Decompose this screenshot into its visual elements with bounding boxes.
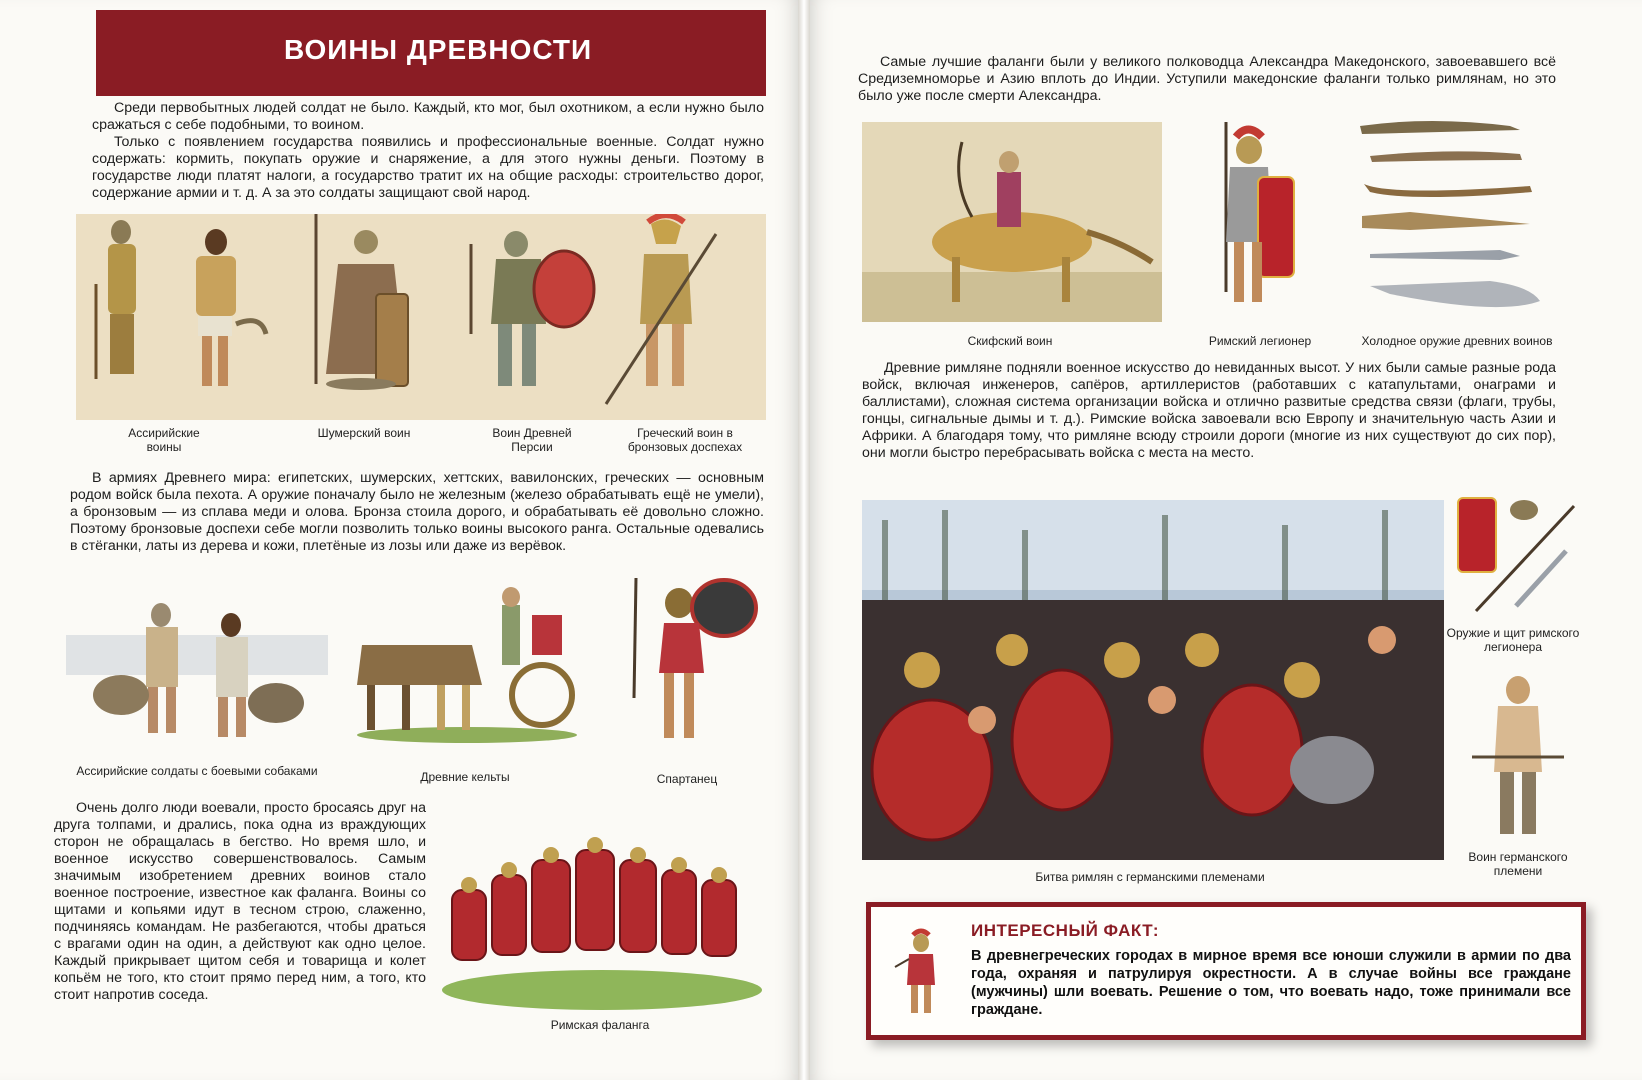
- intro-paragraph-1: Среди первобытных людей солдат не было. Каждый, кто мог, был охотником, а если нужно было сражаться с себе подобными, то воином.: [92, 100, 764, 133]
- book-gutter: [798, 0, 810, 1080]
- legion-weapons-illustration: [1456, 496, 1576, 616]
- caption-celts: Древние кельты: [420, 770, 510, 784]
- battle-illustration: [862, 500, 1444, 860]
- legionary-icon: [891, 927, 951, 1017]
- caption-cold-weapons: Холодное оружие древних воинов: [1361, 334, 1553, 348]
- romans-text: [862, 360, 1556, 462]
- fact-text: В древнегреческих городах в мирное время все юноши служили в армии по два года, охраняя и патрулируя окрестности. А в случае войны все граждане (мужчины) шли воевать. Решение о том, что воевать надо, тоже принимали все граждане.: [971, 948, 1571, 1018]
- caption-assyrian-warriors: Ассирийские воины: [128, 426, 200, 454]
- intro-text: [92, 100, 764, 202]
- caption-scythian: Скифский воин: [967, 334, 1053, 348]
- phalanx-paragraph: Очень долго люди воевали, просто бросаясь друг на друга толпами, и дрались, пока одна из враждующих сторон не обращалась в бегство. Но время шло, и военное искусство совершенствовалось. Самым значимым изобретением древних воинов стало военное построение, известное как фаланга. Воины со щитами и копьями идут в тесном строю, слаженно, подчиняясь командам. Не разбегаются, чтобы драться с врагами один на один, а действуют как одно целое. Каждый прикрывает щитом себя и товарища и колет копьём не того, кто стоит прямо перед ним, а того, кто стоит напротив соседа.: [54, 800, 426, 1003]
- caption-spartan: Спартанец: [656, 772, 718, 786]
- caption-persian-warrior: Воин Древней Персии: [492, 426, 572, 454]
- scythian-warrior-illustration: [862, 122, 1162, 322]
- celts-chariot-illustration: [352, 575, 582, 745]
- armies-text: [70, 470, 764, 555]
- caption-roman-phalanx: Римская фаланга: [550, 1018, 650, 1032]
- ancient-warriors-illustration: [76, 214, 766, 420]
- title-banner: [96, 10, 766, 96]
- caption-legion-weapons: Оружие и щит римского легионера: [1446, 626, 1580, 654]
- page-title: ВОИНЫ ДРЕВНОСТИ: [284, 34, 593, 65]
- roman-phalanx-illustration: [442, 830, 764, 1010]
- spartan-illustration: [624, 578, 764, 758]
- roman-legionary-illustration: [1186, 122, 1310, 322]
- caption-legionary: Римский легионер: [1208, 334, 1312, 348]
- caption-assyrian-dogs: Ассирийские солдаты с боевыми собаками: [76, 764, 318, 778]
- caption-german-warrior: Воин германского племени: [1468, 850, 1568, 878]
- caption-sumerian-warrior: Шумерский воин: [317, 426, 411, 440]
- caption-greek-warrior: Греческий воин в бронзовых доспехах: [627, 426, 743, 454]
- cold-weapons-illustration: [1350, 116, 1550, 326]
- fact-title: ИНТЕРЕСНЫЙ ФАКТ:: [971, 921, 1160, 940]
- caption-battle: Битва римлян с германскими племенами: [1035, 870, 1265, 884]
- interesting-fact-box: [866, 902, 1586, 1040]
- german-warrior-illustration: [1470, 672, 1566, 840]
- assyrian-dogs-illustration: [66, 585, 328, 745]
- macedon-text: [858, 54, 1556, 105]
- macedon-paragraph: Самые лучшие фаланги были у великого полководца Александра Македонского, завоевавшего всё Средиземноморье и Азию вплоть до Индии. Уступили македонские фаланги только римлянам, но это было уже после смерти Александра.: [858, 54, 1556, 104]
- armies-paragraph: В армиях Древнего мира: египетских, шумерских, хеттских, вавилонских, греческих — основным родом войск была пехота. А оружие поначалу было не железным (железо обрабатывать ещё не умели), а бронзовым — из сплава меди и олова. Бронза стоила дорого, и обрабатывать её довольно сложно. Поэтому бронзовые доспехи себе могли позволить только воины высокого ранга. Остальные одевались в стёганки, латы из дерева и кожи, плетёные из лозы или даже из верёвок.: [70, 470, 764, 554]
- intro-paragraph-2: Только с появлением государства появились и профессиональные военные. Солдат нужно содержать: кормить, покупать оружие и снаряжение, а для этого нужны деньги. Поэтому в государстве люди платят налоги, а государство тратит их на общие расходы: строительство дорог, содержание армии и т. д. А за это солдаты защищают свой народ.: [92, 134, 764, 201]
- phalanx-text: [54, 800, 426, 1004]
- romans-paragraph: Древние римляне подняли военное искусство до невиданных высот. У них были самые разные рода войск, включая инженеров, сапёров, артиллеристов (работавших с катапультами, онаграми и баллистами), сложная система организации войска и отлично развитые средства связи (флаги, трубы, гонцы, сигнальные дымы и т. д.). Римские войска завоевали всю Европу и значительную часть Азии и Африки. А благодаря тому, что римляне всюду строили дороги (многие из них существуют до сих пор), они могли быстро перебрасывать войска с места на место.: [862, 360, 1556, 461]
